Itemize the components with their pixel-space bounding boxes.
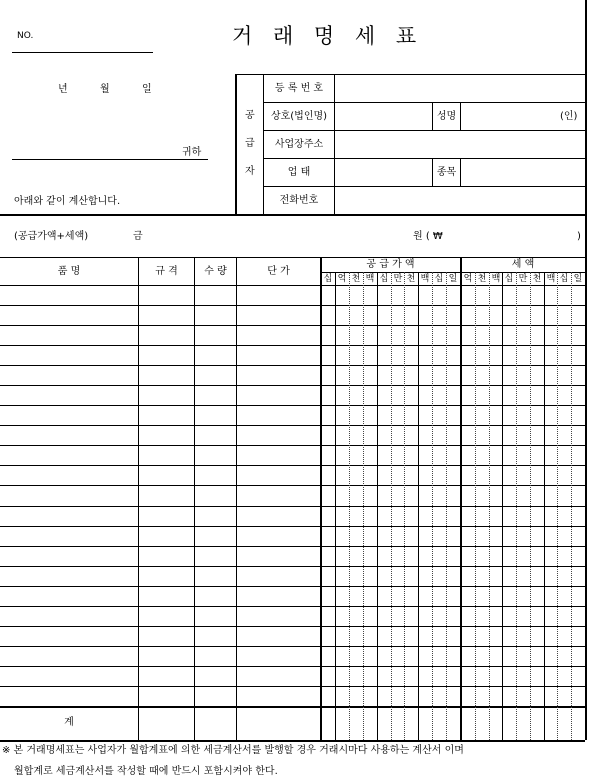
supplier-label-1: 공 — [245, 110, 255, 121]
tax-digit-4: 만 — [518, 274, 528, 284]
business-type-field[interactable] — [335, 159, 432, 186]
column-rule — [236, 257, 237, 740]
table-row[interactable] — [1, 346, 137, 365]
header-supply-amount: 공 급 가 액 — [366, 259, 415, 270]
address-field[interactable] — [335, 131, 584, 158]
digit-column-rule — [446, 272, 447, 740]
table-row[interactable] — [1, 466, 137, 485]
date-year-label: 년 — [58, 84, 68, 95]
table-row[interactable] — [1, 607, 137, 626]
digit-column-rule — [335, 272, 336, 740]
name-field[interactable] — [461, 103, 557, 130]
note-line-1: ※ 본 거래명세표는 사업자가 월합계표에 의한 세금계산서를 발행할 경우 거래시마다 사용하는 계산서 이며 — [2, 745, 464, 756]
digit-column-rule — [404, 272, 405, 740]
supplier-label-3: 자 — [245, 166, 255, 177]
digit-column-rule — [571, 272, 572, 740]
table-row[interactable] — [1, 627, 137, 646]
header-tax-amount: 세 액 — [511, 259, 535, 270]
header-unit-price: 단 가 — [267, 266, 290, 277]
digit-column-rule — [489, 272, 490, 740]
reg-no-field[interactable] — [335, 75, 584, 102]
supply-digit-4: 십 — [379, 274, 389, 284]
total-sum-label: (공급가액+세액) — [14, 231, 89, 242]
no-label: NO. — [17, 31, 34, 41]
digit-column-rule — [363, 272, 364, 740]
table-row[interactable] — [1, 567, 137, 586]
table-row[interactable] — [1, 667, 137, 686]
name-label: 성명 — [436, 111, 457, 122]
right-border — [585, 0, 587, 740]
tax-digit-5: 천 — [532, 274, 542, 284]
supply-digit-6: 천 — [406, 274, 416, 284]
table-row[interactable] — [1, 687, 137, 706]
table-row[interactable] — [1, 446, 137, 465]
business-item-label: 종목 — [436, 167, 457, 178]
table-row[interactable] — [1, 587, 137, 606]
header-quantity: 수 량 — [204, 266, 227, 277]
tax-digit-7: 십 — [559, 274, 569, 284]
supply-digit-8: 십 — [434, 274, 444, 284]
tax-digit-8: 일 — [573, 274, 583, 284]
recipient-suffix: 귀하 — [182, 147, 202, 158]
business-item-field[interactable] — [461, 159, 584, 186]
reg-no-label: 등 록 번 호 — [274, 83, 324, 94]
table-row[interactable] — [1, 507, 137, 526]
table-row[interactable] — [1, 547, 137, 566]
tax-digit-6: 백 — [546, 274, 556, 284]
total-won-label: 원 ( ₩ — [413, 231, 443, 242]
tax-digit-0: 억 — [463, 274, 473, 284]
digit-column-rule — [475, 272, 476, 740]
table-row[interactable] — [1, 426, 137, 445]
table-bottom-rule — [0, 740, 585, 742]
statement-text: 아래와 같이 계산합니다. — [14, 196, 121, 207]
supply-digit-1: 억 — [337, 274, 347, 284]
table-row[interactable] — [1, 386, 137, 405]
table-row[interactable] — [1, 647, 137, 666]
company-field[interactable] — [335, 103, 432, 130]
date-day-label: 일 — [142, 84, 152, 95]
digit-header-rule — [321, 272, 585, 273]
column-rule — [138, 257, 139, 740]
tax-digit-3: 십 — [504, 274, 514, 284]
recipient-underline — [12, 159, 208, 160]
supply-digit-2: 천 — [351, 274, 361, 284]
supply-digit-3: 백 — [365, 274, 375, 284]
tax-digit-2: 백 — [491, 274, 501, 284]
table-row[interactable] — [1, 366, 137, 385]
supply-digit-9: 일 — [448, 274, 458, 284]
table-top-rule — [0, 257, 585, 258]
header-item-name: 품 명 — [57, 266, 81, 277]
digit-column-rule — [391, 272, 392, 740]
header-spec: 규 격 — [155, 266, 178, 277]
date-month-label: 월 — [100, 84, 110, 95]
column-rule — [320, 257, 322, 740]
digit-column-rule — [516, 272, 517, 740]
table-row[interactable] — [1, 406, 137, 425]
digit-column-rule — [502, 272, 503, 740]
digit-column-rule — [544, 272, 545, 740]
total-close-paren: ) — [577, 231, 581, 242]
footer-rule — [0, 706, 585, 708]
phone-label: 전화번호 — [279, 195, 319, 206]
total-amount-label: 금 — [133, 231, 143, 242]
digit-column-rule — [349, 272, 350, 740]
no-underline — [12, 52, 153, 53]
digit-column-rule — [418, 272, 419, 740]
tax-digit-1: 천 — [477, 274, 487, 284]
digit-column-rule — [377, 272, 378, 740]
table-row[interactable] — [1, 286, 137, 305]
total-amount-field[interactable] — [150, 222, 405, 250]
supplier-label-2: 급 — [245, 138, 255, 149]
business-type-label: 업 태 — [287, 167, 311, 178]
digit-column-rule — [530, 272, 531, 740]
table-row[interactable] — [1, 326, 137, 345]
digit-column-rule — [557, 272, 558, 740]
column-rule — [460, 257, 462, 740]
phone-field[interactable] — [335, 187, 584, 214]
form-title: 거 래 명 세 표 — [232, 24, 424, 48]
supply-digit-0: 십 — [323, 274, 333, 284]
supply-digit-7: 백 — [420, 274, 430, 284]
table-row[interactable] — [1, 306, 137, 325]
digit-column-rule — [432, 272, 433, 740]
seal-label: (인) — [560, 111, 578, 122]
table-row[interactable] — [1, 486, 137, 505]
supply-digit-5: 만 — [393, 274, 403, 284]
address-label: 사업장주소 — [274, 139, 324, 150]
note-line-2: 월합계로 세금계산서를 작성할 때에 반드시 포함시켜야 한다. — [14, 766, 278, 777]
table-row[interactable] — [1, 527, 137, 546]
company-label: 상호(법인명) — [270, 111, 328, 122]
footer-total-label: 계 — [64, 717, 74, 728]
column-rule — [194, 257, 195, 740]
